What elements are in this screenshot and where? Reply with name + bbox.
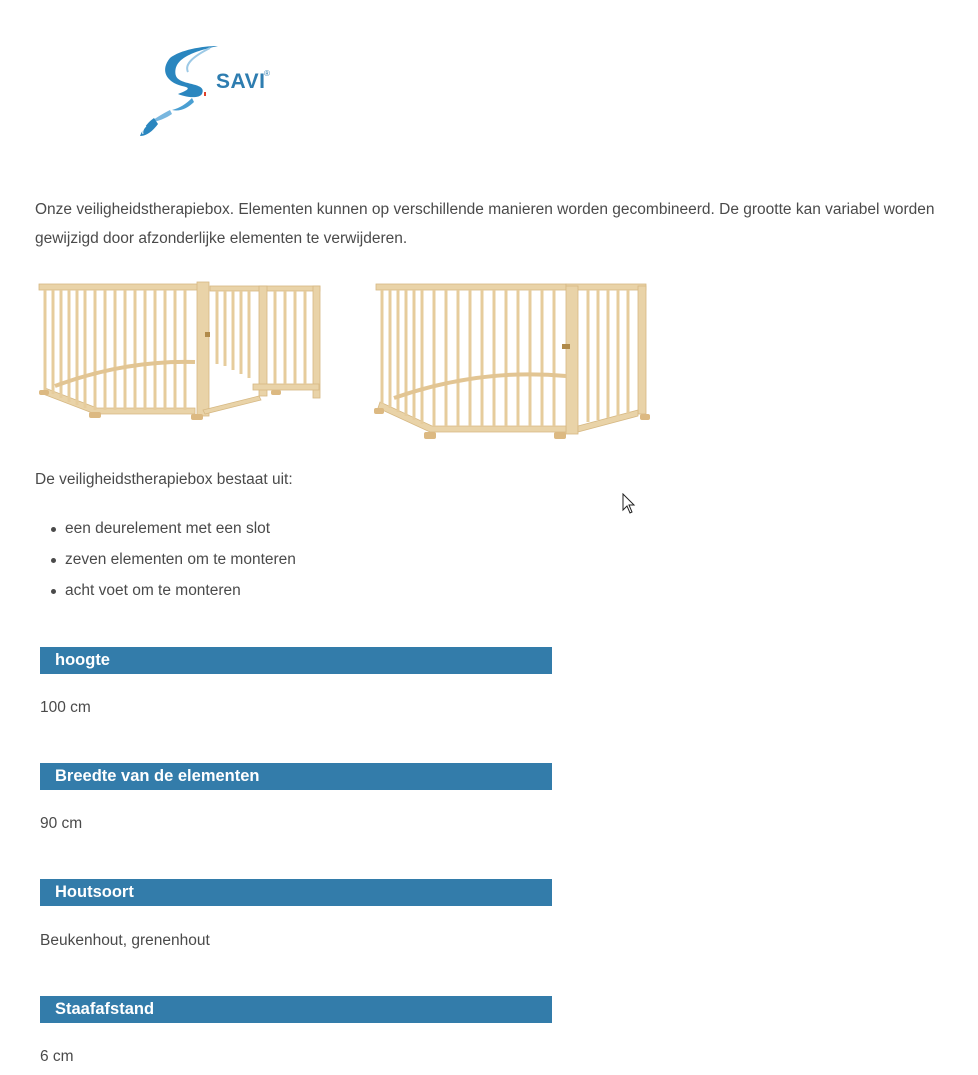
playpen-image-closed <box>370 276 655 446</box>
savi-logo <box>110 38 305 143</box>
logo-text: SAVI <box>216 70 266 93</box>
registered-mark: ® <box>264 69 270 78</box>
spec-header-wood-type: Houtsoort <box>40 879 552 906</box>
list-item: zeven elementen om te monteren <box>49 544 296 575</box>
mouse-cursor-icon <box>622 493 638 515</box>
logo-swoosh-icon <box>110 38 230 143</box>
composition-intro: De veiligheidstherapiebox bestaat uit: <box>35 471 293 488</box>
spec-value-bar-spacing: 6 cm <box>40 1048 74 1065</box>
list-item: acht voet om te monteren <box>49 575 296 606</box>
spec-header-bar-spacing: Staafafstand <box>40 996 552 1023</box>
spec-value-height: 100 cm <box>40 699 91 716</box>
composition-list <box>49 513 296 606</box>
playpen-image-open <box>35 276 325 426</box>
intro-paragraph: Onze veiligheidstherapiebox. Elementen kunnen op verschillende manieren worden gecombineerd. De grootte kan variabel worden gewijzigd door afzonderlijke elementen te verwijderen. <box>35 201 935 247</box>
spec-value-wood-type: Beukenhout, grenenhout <box>40 932 210 949</box>
spec-value-width: 90 cm <box>40 815 83 832</box>
spec-header-width: Breedte van de elementen <box>40 763 552 790</box>
list-item: een deurelement met een slot <box>49 513 296 544</box>
spec-header-height: hoogte <box>40 647 552 674</box>
